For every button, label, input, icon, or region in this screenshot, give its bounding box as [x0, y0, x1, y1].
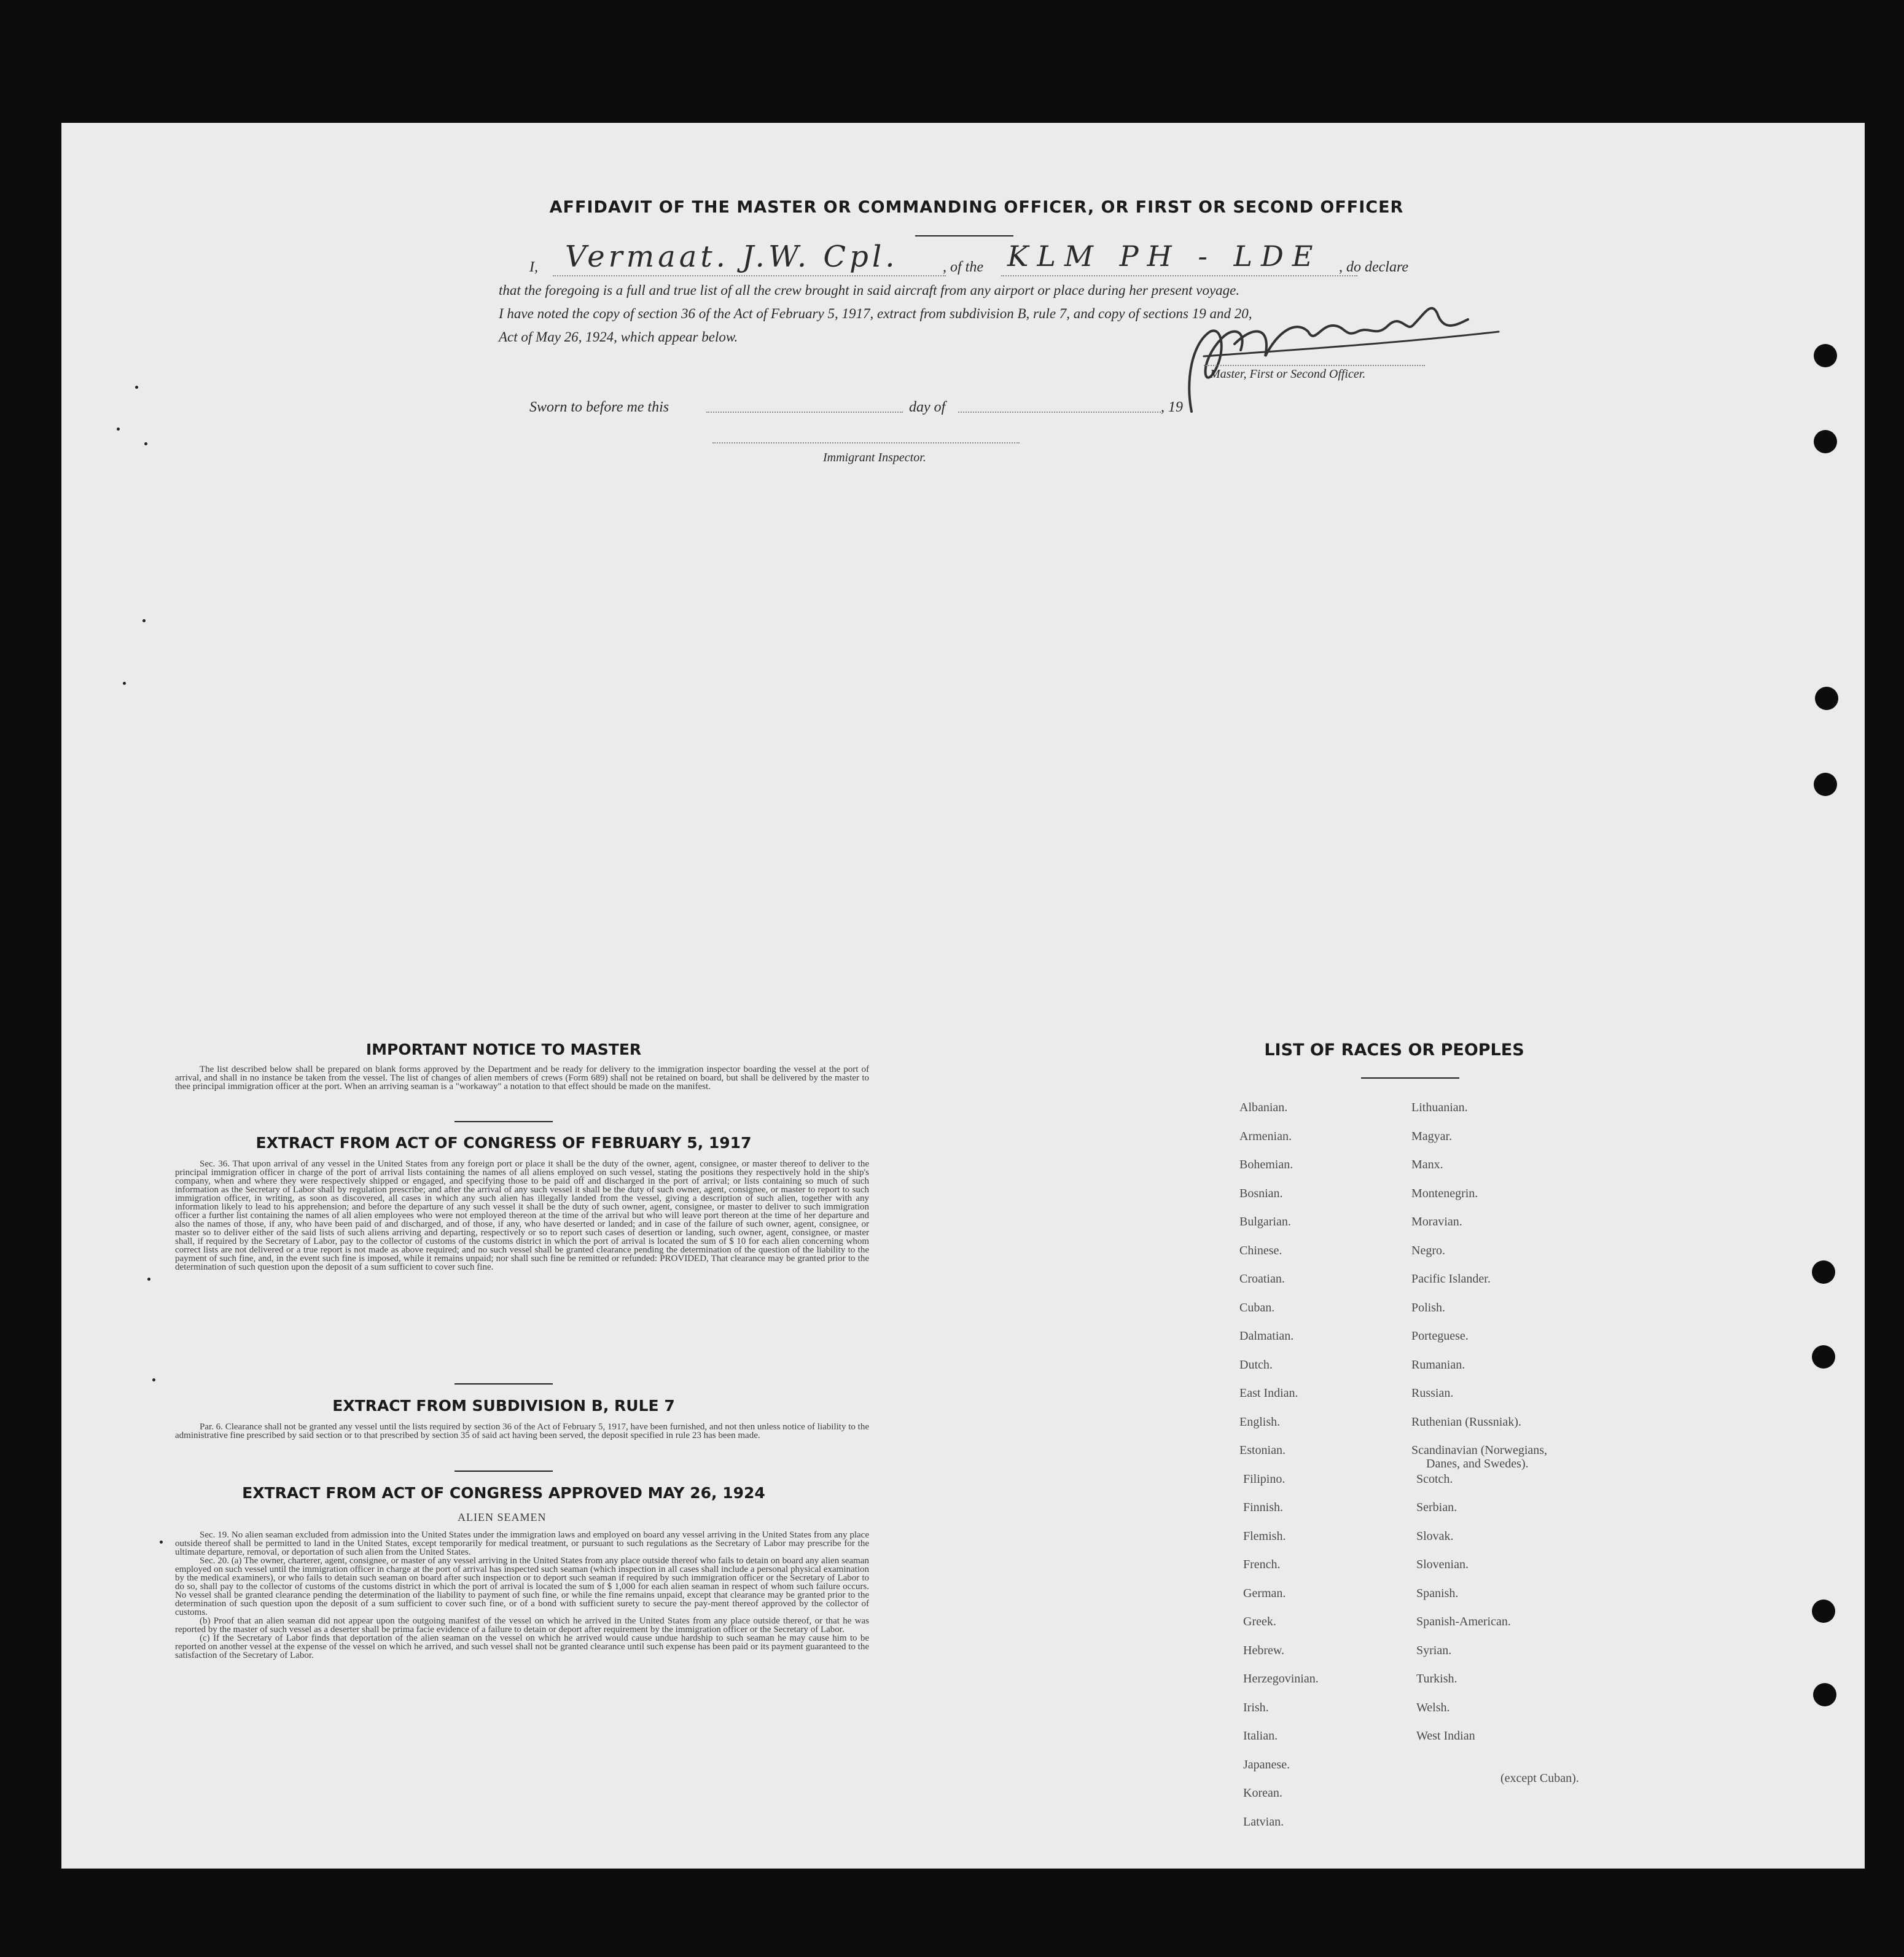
notice-rule	[455, 1121, 553, 1122]
race-item: Latvian.	[1243, 1814, 1284, 1829]
binder-hole	[1815, 687, 1838, 710]
subdivision-b-text	[175, 1423, 869, 1440]
race-item: Greek.	[1243, 1615, 1276, 1628]
race-item: Polish.	[1411, 1300, 1446, 1314]
race-item: Albanian.	[1239, 1101, 1288, 1114]
race-item: Spanish-American.	[1416, 1615, 1511, 1628]
affidavit-line4: Act of May 26, 1924, which appear below.	[499, 329, 738, 345]
speck	[117, 428, 120, 431]
sec-20a-paragraph: Sec. 20. (a) The owner, charterer, agent, consignee, or master of any vessel arriving in the United States from any place outside thereof who fails to detain on board any alien seaman employed on such vessel until the immigration officer in charge at the port of arrival has inspected such seaman (which inspection in all cases shall include a personal physical examination by the medical examiners), or who fails to detain such seaman on board after such inspection or to deport such seaman if required by such immigration officer or the Secretary of Labor to do so, shall pay to the collector of customs of the customs district in which the port of arrival is located the sum of $ 1,000 for each alien seaman in respect of whom such failure occurs. No vessel shall be granted clearance pending the determination of the liability to payment of such fine, or while the fine remains unpaid, except that clearance may be granted prior to the determination of such question upon the deposit of a sum sufficient to cover such fine, or of a bond with sufficient surety to secure the pay-ment thereof approved by the collector of customs.	[175, 1556, 869, 1617]
race-item: Negro.	[1411, 1243, 1445, 1257]
sec-20c-paragraph: (c) If the Secretary of Labor finds that deportation of the alien seaman on the vessel on which he arrived would cause undue hardship to such seaman he may cause him to be reported on another vessel at the expense of the vessel on which he arrived, and such vessel shall not be granted clearance until such expense has been paid or its payment guaranteed to the satisfaction of the Secretary of Labor.	[175, 1633, 869, 1660]
extract-1924-text	[175, 1531, 869, 1660]
race-item: Flemish.	[1243, 1529, 1286, 1543]
affidavit-title-rule	[915, 235, 1013, 236]
binder-hole	[1814, 344, 1837, 367]
race-item: West Indian	[1416, 1729, 1475, 1743]
race-item: Serbian.	[1416, 1501, 1457, 1514]
notice-title: IMPORTANT NOTICE TO MASTER	[365, 1041, 642, 1058]
race-item: Bosnian.	[1239, 1186, 1283, 1200]
race-item: East Indian.	[1239, 1386, 1298, 1400]
races-title-rule	[1361, 1077, 1459, 1079]
race-item: Chinese.	[1239, 1243, 1282, 1257]
race-item: English.	[1239, 1415, 1281, 1429]
handwritten-vessel: KLM PH - LDE	[1007, 240, 1322, 273]
race-item: Scotch.	[1416, 1472, 1453, 1486]
alien-seamen-subtitle: ALIEN SEAMEN	[458, 1511, 547, 1523]
sec-20b-paragraph: (b) Proof that an alien seaman did not appear upon the outgoing manifest of the vessel on which he arrived in the United States from any place outside thereof, or that he was reported by the master of such vessel as a deserter shall be prima facie evidence of a failure to detain or deport after requirement by the immigration officer or the Secretary of Labor.	[175, 1616, 869, 1635]
race-item: Dalmatian.	[1239, 1329, 1294, 1343]
race-item: Herzegovinian.	[1243, 1672, 1319, 1686]
sec-19-paragraph: Sec. 19. No alien seaman excluded from admission into the United States under the immigration laws and employed on board any vessel arriving in the United States from any place outside thereof shall be permitted to land in the United States, except temporarily for medical treatment, or pursuant to such regulations as the Secretary of Labor may prescribe for the ultimate departure, removal, or deportation of such alien from the United States.	[175, 1530, 869, 1557]
affidavit-line1-prefix: I,	[529, 259, 538, 275]
document-sheet	[61, 123, 1865, 1869]
race-item: Japanese.	[1243, 1757, 1290, 1771]
subdivision-b-title: EXTRACT FROM SUBDIVISION B, RULE 7	[332, 1397, 675, 1415]
affidavit-line1-mid: , of the	[943, 259, 983, 275]
race-item: Syrian.	[1416, 1643, 1452, 1657]
extract-1924-title: EXTRACT FROM ACT OF CONGRESS APPROVED MAY 26, 1924	[242, 1484, 765, 1502]
race-item: Bohemian.	[1239, 1158, 1293, 1171]
race-item: Ruthenian (Russniak).	[1411, 1415, 1521, 1429]
binder-hole	[1812, 1260, 1835, 1284]
inspector-caption: Immigrant Inspector.	[823, 451, 926, 464]
sworn-day-blank	[706, 412, 903, 413]
speck	[123, 682, 126, 685]
speck	[142, 619, 146, 622]
signature-caption: Master, First or Second Officer.	[1210, 367, 1366, 381]
extract-1917-text	[175, 1160, 869, 1271]
race-item: Irish.	[1243, 1700, 1269, 1714]
speck	[144, 442, 147, 445]
speck	[147, 1278, 150, 1281]
race-item: Magyar.	[1411, 1129, 1453, 1143]
race-item: Croatian.	[1239, 1272, 1285, 1286]
handwritten-officer-name: Vermaat. J.W. Cpl.	[565, 240, 899, 274]
inspector-signature-line	[712, 442, 1020, 443]
speck	[152, 1378, 155, 1381]
speck	[160, 1541, 163, 1544]
binder-hole	[1814, 430, 1837, 453]
affidavit-line3: I have noted the copy of section 36 of the Act of February 5, 1917, extract from subdivision B, rule 7, and copy of sections 19 and 20,	[499, 306, 1252, 321]
race-item: Filipino.	[1243, 1472, 1286, 1486]
race-item: Pacific Islander.	[1411, 1272, 1491, 1286]
race-item: French.	[1243, 1558, 1281, 1571]
sworn-prefix: Sworn to before me this	[529, 399, 669, 415]
race-item: (except Cuban).	[1500, 1771, 1579, 1785]
subdivision-b-paragraph: Par. 6. Clearance shall not be granted any vessel until the lists required by section 36 of the Act of February 5, 1917, have been furnished, and not then unless notice of liability to the administrative fine prescribed by said section or to that prescribed by section 35 of said act having been served, the deposit specified in rule 23 has been made.	[175, 1422, 869, 1440]
signature-line	[1204, 365, 1425, 366]
race-item: Estonian.	[1239, 1443, 1286, 1457]
binder-hole	[1813, 1683, 1836, 1706]
race-item: Dutch.	[1239, 1357, 1273, 1372]
race-item: Russian.	[1411, 1386, 1454, 1400]
race-item: Manx.	[1411, 1158, 1443, 1171]
race-item: Rumanian.	[1411, 1357, 1465, 1372]
race-item: Hebrew.	[1243, 1643, 1285, 1657]
sworn-year: , 19	[1161, 399, 1183, 415]
speck	[135, 386, 138, 389]
extract-1917-paragraph: Sec. 36. That upon arrival of any vessel in the United States from any foreign port or place it shall be the duty of the owner, agent, consignee, or master thereof to deliver to the principal immigration officer in charge of the port of arrival lists containing the names of all aliens employed on such vessel, stating the positions they respectively hold in the ship's company, when and where they were respectively shipped or engaged, and specifying those to be paid off and discharged in the port of arrival; or lists containing so much of such information as the Secretary of Labor shall by regulation prescribe; and after the arrival of any such vessel it shall be the duty of such owner, agent, consignee, or master to report to such immigration officer, in writing, as soon as discovered, all cases in which any such alien has illegally landed from the vessel, giving a description of such alien, together with any information likely to lead to his apprehension; and before the departure of any such vessel it shall be the duty of such owner, agent, consignee, or master to deliver to such immigration officer a further list containing the names of all alien employees who were not employed thereon at the time of the arrival but who will leave port thereon at the time of her departure and also the names of those, if any, who have been paid of and discharged, and of those, if any, who have deserted or landed; and in case of the failure of such owner, agent, consignee, or master so to deliver either of the said lists of such aliens arriving and departing, respectively or so to report such cases of desertion or landing, such owner, agent, consignee, or master shall, if required by the Secretary of Labor, pay to the collector of customs of the customs district in which the port of arrival is located the sum of $ 10 for each alien concerning whom correct lists are not delivered or a true report is not made as above required; and no such vessel shall be granted clearance pending the determination of the question of the liability to the payment of such fine, and, in the event such fine is imposed, while it remains unpaid; nor shall such fine be remitted or refunded: PROVIDED, That clearance may be granted prior to the determination of such question upon the deposit of a sum sufficient to cover such fine.	[175, 1159, 869, 1272]
race-item: Slovenian.	[1416, 1558, 1469, 1571]
affidavit-line1-suffix: , do declare	[1339, 259, 1409, 275]
race-item: Finnish.	[1243, 1501, 1284, 1514]
notice-text	[175, 1065, 869, 1091]
race-item: German.	[1243, 1586, 1286, 1600]
race-item: Lithuanian.	[1411, 1101, 1468, 1114]
race-item: Porteguese.	[1411, 1329, 1469, 1343]
sworn-day-of: day of	[909, 399, 946, 415]
race-item: Armenian.	[1239, 1129, 1292, 1143]
vessel-blank-line	[1001, 275, 1357, 276]
race-item: Slovak.	[1416, 1529, 1454, 1543]
race-item: Cuban.	[1239, 1300, 1275, 1314]
affidavit-title: AFFIDAVIT OF THE MASTER OR COMMANDING OFFICER, OR FIRST OR SECOND OFFICER	[549, 198, 1404, 217]
race-item: Korean.	[1243, 1786, 1282, 1800]
race-item: Turkish.	[1416, 1672, 1457, 1686]
affidavit-line2: that the foregoing is a full and true list of all the crew brought in said aircraft from any airport or place during her present voyage.	[499, 283, 1240, 298]
extract-1917-title: EXTRACT FROM ACT OF CONGRESS OF FEBRUARY 5, 1917	[256, 1134, 752, 1152]
name-blank-line	[553, 275, 946, 276]
race-item: Welsh.	[1416, 1700, 1450, 1714]
race-item: Moravian.	[1411, 1215, 1462, 1228]
binder-hole	[1812, 1600, 1835, 1623]
race-item: Scandinavian (Norwegians,	[1411, 1443, 1548, 1457]
race-item: Montenegrin.	[1411, 1186, 1478, 1200]
signature	[1167, 289, 1511, 424]
race-item: Italian.	[1243, 1729, 1278, 1743]
binder-hole	[1814, 773, 1837, 796]
binder-hole	[1812, 1345, 1835, 1369]
notice-paragraph: The list described below shall be prepared on blank forms approved by the Department and be ready for delivery to the immigration inspector boarding the vessel at the port of arrival, and shall in no instance be taken from the vessel. The list of changes of alien members of crews (Form 689) shall not be retained on board, but shall be delivered by the master to thee principal immigration officer at the port. When an arriving seaman is a "workaway" a notation to that effect should be made on the manifest.	[175, 1064, 869, 1092]
extract-1917-rule	[455, 1383, 553, 1385]
subdivision-b-rule	[455, 1471, 553, 1472]
race-item: Bulgarian.	[1239, 1215, 1291, 1228]
race-item: Spanish.	[1416, 1586, 1459, 1600]
races-title: LIST OF RACES OR PEOPLES	[1264, 1041, 1524, 1060]
race-item: Danes, and Swedes).	[1426, 1457, 1529, 1471]
sworn-month-blank	[958, 412, 1161, 413]
